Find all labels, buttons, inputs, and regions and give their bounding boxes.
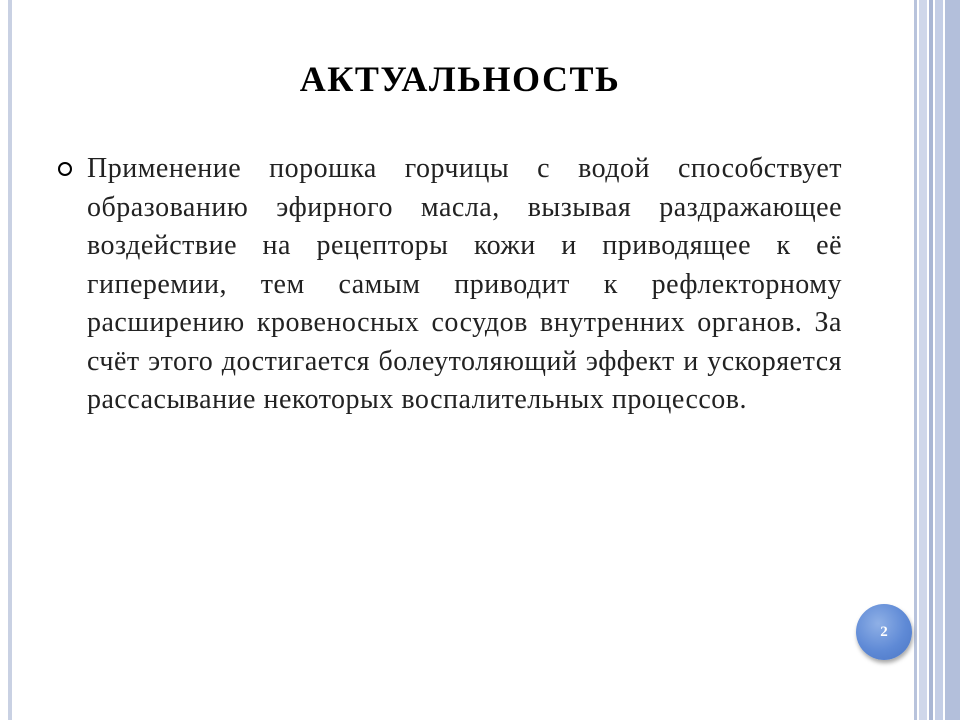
stripe: [919, 0, 927, 720]
circle-bullet-icon: [58, 162, 72, 176]
page-number: 2: [880, 623, 888, 640]
decorative-stripes: [914, 0, 960, 720]
stripe: [935, 0, 943, 720]
stripe: [945, 0, 960, 720]
stripe: [929, 0, 933, 720]
bullet-text: Применение порошка горчицы с водой способствует образованию эфирного масла, вызывая раздражающее воздействие на рецепторы кожи и приводящее к её гиперемии, тем самым приводит к рефлекторному расширению кровеносных сосудов внутренних органов. За счёт этого достигается болеутоляющий эффект и ускоряется рассасывание некоторых воспалительных процессов.: [87, 153, 842, 415]
bullet-item: [58, 150, 842, 420]
page-number-badge: [856, 604, 912, 660]
slide-title: АКТУАЛЬНОСТЬ: [299, 59, 621, 99]
left-frame-line: [8, 0, 12, 720]
stripe: [914, 0, 917, 720]
